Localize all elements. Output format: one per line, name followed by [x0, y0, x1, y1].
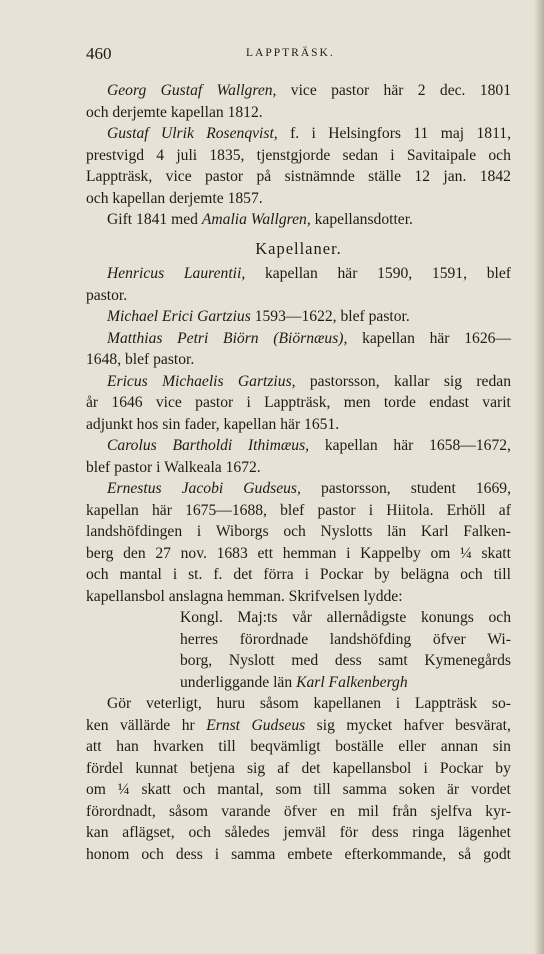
- word: Gudseus: [251, 716, 306, 734]
- word: tjenstgjorde: [256, 146, 331, 164]
- word: vice: [165, 168, 192, 185]
- word: Laurentii,: [183, 265, 246, 282]
- word: student: [410, 480, 456, 497]
- word: kyr-: [485, 802, 511, 820]
- word: borg,: [180, 652, 213, 669]
- word: landshöfding: [329, 630, 412, 648]
- word: kapellan: [362, 329, 415, 347]
- word: det: [233, 566, 253, 583]
- word: förra: [263, 566, 294, 583]
- word: af: [277, 759, 290, 777]
- word: soken: [398, 781, 436, 798]
- word: kapellan: [264, 265, 318, 282]
- word: landshöfdingen: [86, 523, 183, 540]
- text-line: [86, 758, 511, 780]
- word: sig: [443, 372, 463, 390]
- text-line: [86, 650, 511, 672]
- word: jan.: [443, 168, 467, 185]
- text-line: [86, 188, 511, 210]
- word: mycket: [346, 716, 393, 734]
- word: endast: [429, 394, 470, 411]
- word: huru: [216, 695, 246, 712]
- text-line: [86, 435, 511, 457]
- word: aflägset,: [122, 824, 175, 841]
- word: Nyslotts: [320, 523, 373, 540]
- word: mantal: [119, 566, 162, 583]
- word: sin: [492, 738, 511, 755]
- word: juli: [176, 146, 198, 164]
- word: till: [313, 781, 331, 798]
- word: 1811,: [476, 125, 511, 142]
- text-run: och kapellan derjemte 1857.: [86, 189, 263, 207]
- word: Helsingfors: [328, 125, 401, 142]
- word: (Biörnæus),: [273, 329, 348, 347]
- word: prestvigd: [86, 146, 145, 164]
- word: år: [86, 394, 99, 411]
- word: Kappelby: [360, 544, 421, 562]
- word: besvärat,: [455, 716, 511, 734]
- word: nov.: [180, 544, 207, 562]
- word: till: [493, 566, 511, 583]
- word: för: [339, 824, 358, 841]
- word: ett: [257, 544, 274, 562]
- text-line: [86, 478, 511, 500]
- word: och: [86, 566, 109, 583]
- word: öfver: [283, 802, 317, 820]
- word: om: [86, 781, 106, 798]
- word: f.: [290, 125, 300, 142]
- word: här: [393, 437, 414, 454]
- text-line: [86, 80, 511, 102]
- word: i: [368, 501, 374, 519]
- text-line: [86, 349, 511, 371]
- word: Ulrik: [160, 125, 194, 142]
- word: Bartholdi: [172, 437, 233, 454]
- word: ken: [86, 716, 109, 734]
- word: dess: [334, 652, 362, 669]
- word: skatt: [481, 544, 511, 562]
- word: som: [275, 781, 302, 798]
- word: i: [196, 523, 202, 540]
- word: sjelfva: [430, 802, 473, 820]
- text-line: [86, 693, 511, 715]
- italic-name: Michael Erici Gartzius: [107, 308, 251, 325]
- word: Lappträsk: [414, 695, 478, 712]
- word: 1669,: [475, 480, 511, 497]
- text-line: [86, 414, 511, 436]
- word: Biörn: [223, 329, 259, 347]
- word: kapellan: [324, 437, 378, 454]
- word: 1842: [479, 168, 511, 185]
- word: ringa: [412, 824, 445, 841]
- text-line: [86, 607, 511, 629]
- word: sedan: [342, 146, 379, 164]
- word: pastorsson,: [309, 372, 380, 390]
- word: pastorsson,: [320, 480, 391, 497]
- word: 1626—: [464, 329, 511, 347]
- text-line: [86, 521, 511, 543]
- word: Wiborgs: [215, 523, 269, 540]
- word: samt: [378, 652, 408, 669]
- word: förordnadt,: [86, 802, 156, 820]
- word: Ernst: [206, 716, 240, 734]
- word: Falken-: [463, 523, 511, 540]
- text-line: [86, 457, 511, 479]
- word: Hiitola.: [386, 501, 434, 519]
- text-line: [86, 263, 511, 285]
- text-line: [86, 328, 511, 350]
- word: förordnade: [239, 630, 309, 648]
- word: godt: [483, 845, 511, 863]
- text-line: [86, 629, 511, 651]
- word: Jacobi: [181, 480, 224, 497]
- word: vice: [290, 82, 317, 99]
- word: pastor: [195, 394, 234, 411]
- word: såsom: [259, 695, 299, 712]
- text-line: [86, 543, 511, 565]
- text-line: [86, 166, 511, 188]
- word: torde: [383, 394, 416, 411]
- text-line: [86, 564, 511, 586]
- text-run: 1648, blef pastor.: [86, 351, 195, 368]
- text-line: [86, 736, 511, 758]
- word: Savitaipale: [406, 146, 477, 164]
- text-line: [86, 145, 511, 167]
- text-run: pastor.: [86, 286, 128, 304]
- word: Carolus: [107, 437, 157, 454]
- word: dess: [175, 845, 203, 863]
- word: i: [172, 566, 178, 583]
- word: varande: [221, 802, 271, 820]
- word: dec.: [439, 82, 466, 99]
- word: kapellan: [86, 501, 139, 519]
- page-edge-shadow: [534, 0, 544, 954]
- word: herres: [180, 630, 219, 648]
- word: Wallgren,: [216, 82, 277, 99]
- text-run: blef pastor i Walkeala 1672.: [86, 458, 261, 476]
- word: kapellansbol: [332, 759, 412, 777]
- text-line: [86, 801, 511, 823]
- word: embete: [287, 845, 333, 863]
- word: sistnämnde: [284, 168, 355, 185]
- word: efterkommande,: [344, 845, 447, 863]
- word: mantal,: [217, 781, 264, 798]
- running-head: LAPPTRÄSK.: [246, 47, 335, 59]
- word: på: [256, 168, 272, 185]
- text-line: [86, 822, 511, 844]
- word: belägna: [400, 566, 450, 583]
- word: Pockar: [319, 566, 364, 583]
- word: vice: [155, 394, 182, 411]
- word: 1646: [111, 394, 143, 411]
- text-line: [86, 209, 511, 231]
- text-line: [86, 779, 511, 801]
- section-heading: [86, 238, 511, 260]
- word: samma: [342, 781, 387, 798]
- word: Gudseus,: [243, 480, 301, 497]
- word: län: [387, 523, 407, 540]
- word: honom: [86, 845, 130, 863]
- text-run: 1593—1622, blef pastor.: [250, 308, 410, 325]
- word: pastor: [317, 501, 356, 519]
- text-line: [86, 123, 511, 145]
- word: här: [429, 329, 450, 347]
- word: i: [214, 845, 220, 863]
- word: 11: [413, 125, 429, 142]
- text-line: [86, 285, 511, 307]
- text-line: [86, 306, 511, 328]
- word: Gustaf: [107, 125, 149, 142]
- word: om: [430, 544, 451, 562]
- word: Nyslott: [228, 652, 275, 669]
- word: annan: [440, 738, 479, 755]
- word: men: [343, 394, 371, 411]
- word: han: [116, 738, 139, 755]
- italic-name: Amalia Wallgren,: [201, 211, 311, 228]
- word: 12: [414, 168, 431, 185]
- word: konungs: [420, 609, 474, 626]
- word: kunnat: [135, 759, 178, 777]
- word: kapellanen: [313, 695, 382, 712]
- word: betjena: [189, 759, 235, 777]
- word: af: [498, 501, 511, 519]
- word: boställe: [335, 738, 384, 755]
- text-line: [86, 102, 511, 124]
- text-run: underliggande län: [180, 673, 297, 691]
- word: såsom: [168, 802, 208, 820]
- word: f.: [213, 566, 223, 583]
- word: i: [246, 394, 251, 411]
- word: 1658—1672,: [429, 437, 511, 454]
- text-run: och derjemte kapellan 1812.: [86, 103, 263, 121]
- word: till: [218, 738, 236, 755]
- word: kan: [86, 824, 109, 841]
- word: jemväl: [283, 824, 326, 841]
- word: hr: [181, 716, 195, 734]
- page-number: 460: [86, 44, 112, 63]
- word: här: [383, 82, 404, 99]
- word: 27: [155, 544, 171, 562]
- word: således: [224, 824, 270, 841]
- italic-name: Karl Falkenbergh: [296, 673, 408, 691]
- word: blef: [486, 265, 511, 282]
- word: en: [330, 802, 345, 820]
- word: hafver: [403, 716, 444, 734]
- word: Lappträsk,: [86, 168, 153, 185]
- word: 4: [156, 146, 165, 164]
- word: i: [304, 566, 309, 583]
- word: med: [291, 652, 319, 669]
- text-line: [86, 844, 511, 866]
- word: veterligt,: [145, 695, 202, 712]
- word: Michaelis: [162, 372, 224, 390]
- word: 1835,: [209, 146, 245, 164]
- word: dess: [371, 824, 399, 841]
- word: beqvämligt: [250, 738, 321, 755]
- word: och: [488, 146, 511, 164]
- word: i: [346, 544, 351, 562]
- word: by: [495, 759, 511, 777]
- word: i: [311, 125, 316, 142]
- word: maj: [440, 125, 465, 142]
- word: Ericus: [107, 372, 148, 390]
- word: Kymenegårds: [424, 652, 511, 669]
- word: allernådigste: [326, 609, 407, 626]
- word: 1675—1688,: [185, 501, 267, 519]
- text-run: kapellansbol anslagna hemman. Skrifvelsen lydde:: [86, 587, 403, 605]
- word: berg: [86, 544, 114, 562]
- word: här: [337, 265, 358, 282]
- word: i: [390, 146, 395, 164]
- word: Ernestus: [107, 480, 162, 497]
- text-line: [86, 371, 511, 393]
- word: vordet: [471, 781, 511, 798]
- word: kallar: [393, 372, 430, 390]
- word: Maj:ts: [237, 609, 278, 626]
- word: sig: [316, 716, 335, 734]
- word: och: [141, 845, 164, 863]
- word: vällärde: [120, 716, 171, 734]
- word: pastor: [205, 168, 244, 185]
- word: Henricus: [107, 265, 165, 282]
- word: sig: [246, 759, 266, 777]
- word: Matthias: [107, 329, 163, 347]
- word: Wi-: [487, 630, 511, 648]
- word: Petri: [177, 329, 209, 347]
- word: mil: [358, 802, 379, 820]
- word: och: [283, 523, 306, 540]
- word: Georg: [107, 82, 147, 99]
- text-line: [86, 500, 511, 522]
- word: Gartzius,: [237, 372, 296, 390]
- word: eller: [398, 738, 427, 755]
- word: den: [123, 544, 146, 562]
- word: skatt: [141, 781, 171, 798]
- word: by: [374, 566, 390, 583]
- word: 1591,: [431, 265, 467, 282]
- word: 1590,: [377, 265, 413, 282]
- text-run: Gift 1841 med: [107, 211, 202, 228]
- word: Rosenqvist,: [206, 125, 278, 142]
- word: fördel: [86, 759, 124, 777]
- word: hvarken: [153, 738, 204, 755]
- word: så: [458, 845, 472, 863]
- word: hemman: [282, 544, 337, 562]
- word: 1801: [479, 82, 511, 99]
- word: i: [423, 759, 428, 777]
- word: att: [86, 738, 102, 755]
- word: från: [392, 802, 418, 820]
- text-line: [86, 392, 511, 414]
- word: samma: [231, 845, 276, 863]
- text-run: adjunkt hos sin fader, kapellan här 1651.: [86, 415, 340, 433]
- word: och: [460, 566, 483, 583]
- word: redan: [476, 372, 511, 390]
- text-line: [86, 586, 511, 608]
- word: Lappträsk,: [264, 394, 331, 411]
- word: ställe: [368, 168, 402, 185]
- word: det: [301, 759, 321, 777]
- word: vår: [292, 609, 312, 626]
- word: Gustaf: [160, 82, 203, 99]
- word: st.: [188, 566, 203, 583]
- text-run: Kapellaner.: [255, 238, 342, 258]
- word: Karl: [420, 523, 449, 540]
- word: Gör: [107, 695, 132, 712]
- word: och: [488, 609, 511, 626]
- text-line: [86, 715, 511, 737]
- word: är: [447, 781, 460, 798]
- word: och: [182, 781, 206, 798]
- word: och: [188, 824, 211, 841]
- text-run: kapellansdotter.: [310, 211, 413, 228]
- word: öfver: [432, 630, 466, 648]
- word: Erhöll: [446, 501, 486, 519]
- word: ¼: [117, 781, 130, 798]
- word: so-: [491, 695, 511, 712]
- word: lägenhet: [458, 824, 511, 841]
- page-header: [86, 44, 511, 66]
- word: Kongl.: [180, 609, 223, 626]
- body-text: [86, 80, 511, 865]
- word: 1683: [216, 544, 248, 562]
- word: Pockar: [439, 759, 484, 777]
- word: blef: [280, 501, 305, 519]
- word: 2: [417, 82, 426, 99]
- word: i: [395, 695, 401, 712]
- word: varit: [482, 394, 511, 411]
- text-line: [86, 672, 511, 694]
- word: Ithimæus,: [247, 437, 310, 454]
- word: ¼: [460, 544, 472, 562]
- word: pastor: [331, 82, 370, 99]
- word: här: [151, 501, 172, 519]
